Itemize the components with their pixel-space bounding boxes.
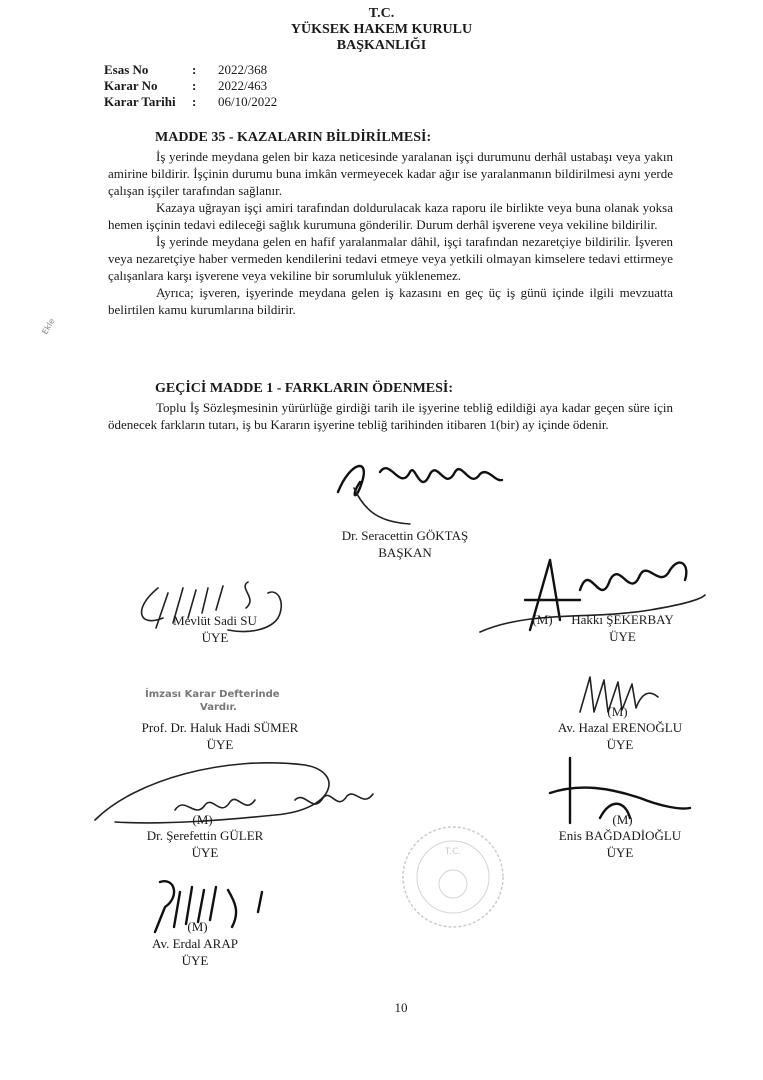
esas-value: 2022/368: [218, 62, 268, 77]
gecici-title: GEÇİCİ MADDE 1 - FARKLARIN ÖDENMESİ:: [155, 381, 454, 396]
arap-role: ÜYE: [181, 953, 209, 968]
madde35-body: [108, 148, 673, 318]
madde35-p2: Kazaya uğrayan işçi amiri tarafından doldurulacak kaza raporu ile birlikte veya buna olanak yoksa hemen işçinin tedavi edileceği sağlık kurumuna gönderilir. Durum derhâl işverene veya vekiline bildirilir.: [108, 200, 673, 232]
baskan-name: Dr. Seracettin GÖKTAŞ: [341, 528, 469, 543]
baskan-role: BAŞKAN: [378, 545, 432, 560]
karar-label: Karar No: [104, 78, 158, 93]
esas-sep: :: [192, 62, 197, 77]
official-seal: [398, 822, 508, 932]
header-institution: YÜKSEK HAKEM KURULU: [290, 22, 473, 37]
sumer-name: Prof. Dr. Haluk Hadi SÜMER: [141, 720, 299, 735]
arap-mark: (M): [187, 919, 208, 934]
karar-row: [104, 78, 267, 94]
erenoglu-mark: (M): [607, 704, 628, 719]
su-role: ÜYE: [201, 630, 229, 645]
bagdadioglu-role: ÜYE: [606, 845, 634, 860]
header-presidency: BAŞKANLIĞI: [336, 38, 427, 53]
madde35-title: MADDE 35 - KAZALARIN BİLDİRİLMESİ:: [155, 130, 432, 145]
erenoglu-name: Av. Hazal ERENOĞLU: [557, 720, 683, 735]
esas-row: [104, 62, 267, 78]
sumer-registry-note-2: Vardır.: [200, 702, 237, 713]
page-number: 10: [394, 1000, 408, 1015]
signature-baskan: [320, 452, 520, 532]
sekerbay-name: Hakkı ŞEKERBAY: [571, 612, 674, 627]
tarih-value: 06/10/2022: [218, 94, 278, 109]
sumer-registry-note-1: İmzası Karar Defterinde: [145, 689, 280, 700]
arap-name: Av. Erdal ARAP: [152, 936, 238, 951]
guler-role: ÜYE: [191, 845, 219, 860]
margin-note: Ekle: [40, 316, 57, 337]
tarih-label: Karar Tarihi: [104, 94, 176, 109]
seal-center-text: T.C.: [444, 847, 462, 857]
sumer-role: ÜYE: [206, 737, 234, 752]
guler-name: Dr. Şerefettin GÜLER: [146, 828, 264, 843]
madde35-p4: Ayrıca; işveren, işyerinde meydana gelen iş kazasını en geç üç iş günü içinde ilgili mevzuatta belirtilen kamu kurumlarına bildirir.: [108, 285, 673, 317]
erenoglu-role: ÜYE: [606, 737, 634, 752]
su-name: Mevlüt Sadi SU: [173, 613, 257, 628]
gecici-p1: Toplu İş Sözleşmesinin yürürlüğe girdiği tarih ile işyerine tebliğ edildiği aya kadar geçen süre için ödenecek farkların tutarı, iş bu Kararın işyerine tebliğ tarihinden itibaren 1(bir) ay içinde ödenir.: [108, 400, 673, 432]
sekerbay-role: ÜYE: [609, 629, 636, 644]
esas-label: Esas No: [104, 62, 149, 77]
bagdadioglu-name: Enis BAĞDADİOĞLU: [558, 828, 682, 843]
tarih-sep: :: [192, 94, 197, 109]
sekerbay-mark: (M): [532, 612, 553, 627]
guler-mark: (M): [192, 812, 213, 827]
karar-value: 2022/463: [218, 78, 268, 93]
madde35-p3: İş yerinde meydana gelen en hafif yaralanmalar dâhil, işçi tarafından nezaretçiye bildirilir. İşveren veya nezaretçiye haber vermeden kendilerini tedavi etmeye veya yetkili olmayan kimselere tedavi ettirmeye çalışanlara karşı işverene veya vekiline bir sorumluluk yüklenemez.: [108, 234, 673, 283]
header-tc: T.C.: [368, 6, 395, 21]
tarih-row: [104, 94, 277, 110]
madde35-p1: İş yerinde meydana gelen bir kaza neticesinde yaralanan işçi durumunu derhâl ustabaşı veya yakın amirine bildirir. İşçinin durumu buna imkân vermeyecek kadar ağır ise yaralanmanın bildirilmesi aynı yerde çalışan işçiler tarafından sağlanır.: [108, 149, 673, 198]
karar-sep: :: [192, 78, 197, 93]
gecici-body: [108, 399, 673, 433]
bagdadioglu-mark: (M): [612, 812, 633, 827]
signature-arap: [140, 872, 290, 942]
